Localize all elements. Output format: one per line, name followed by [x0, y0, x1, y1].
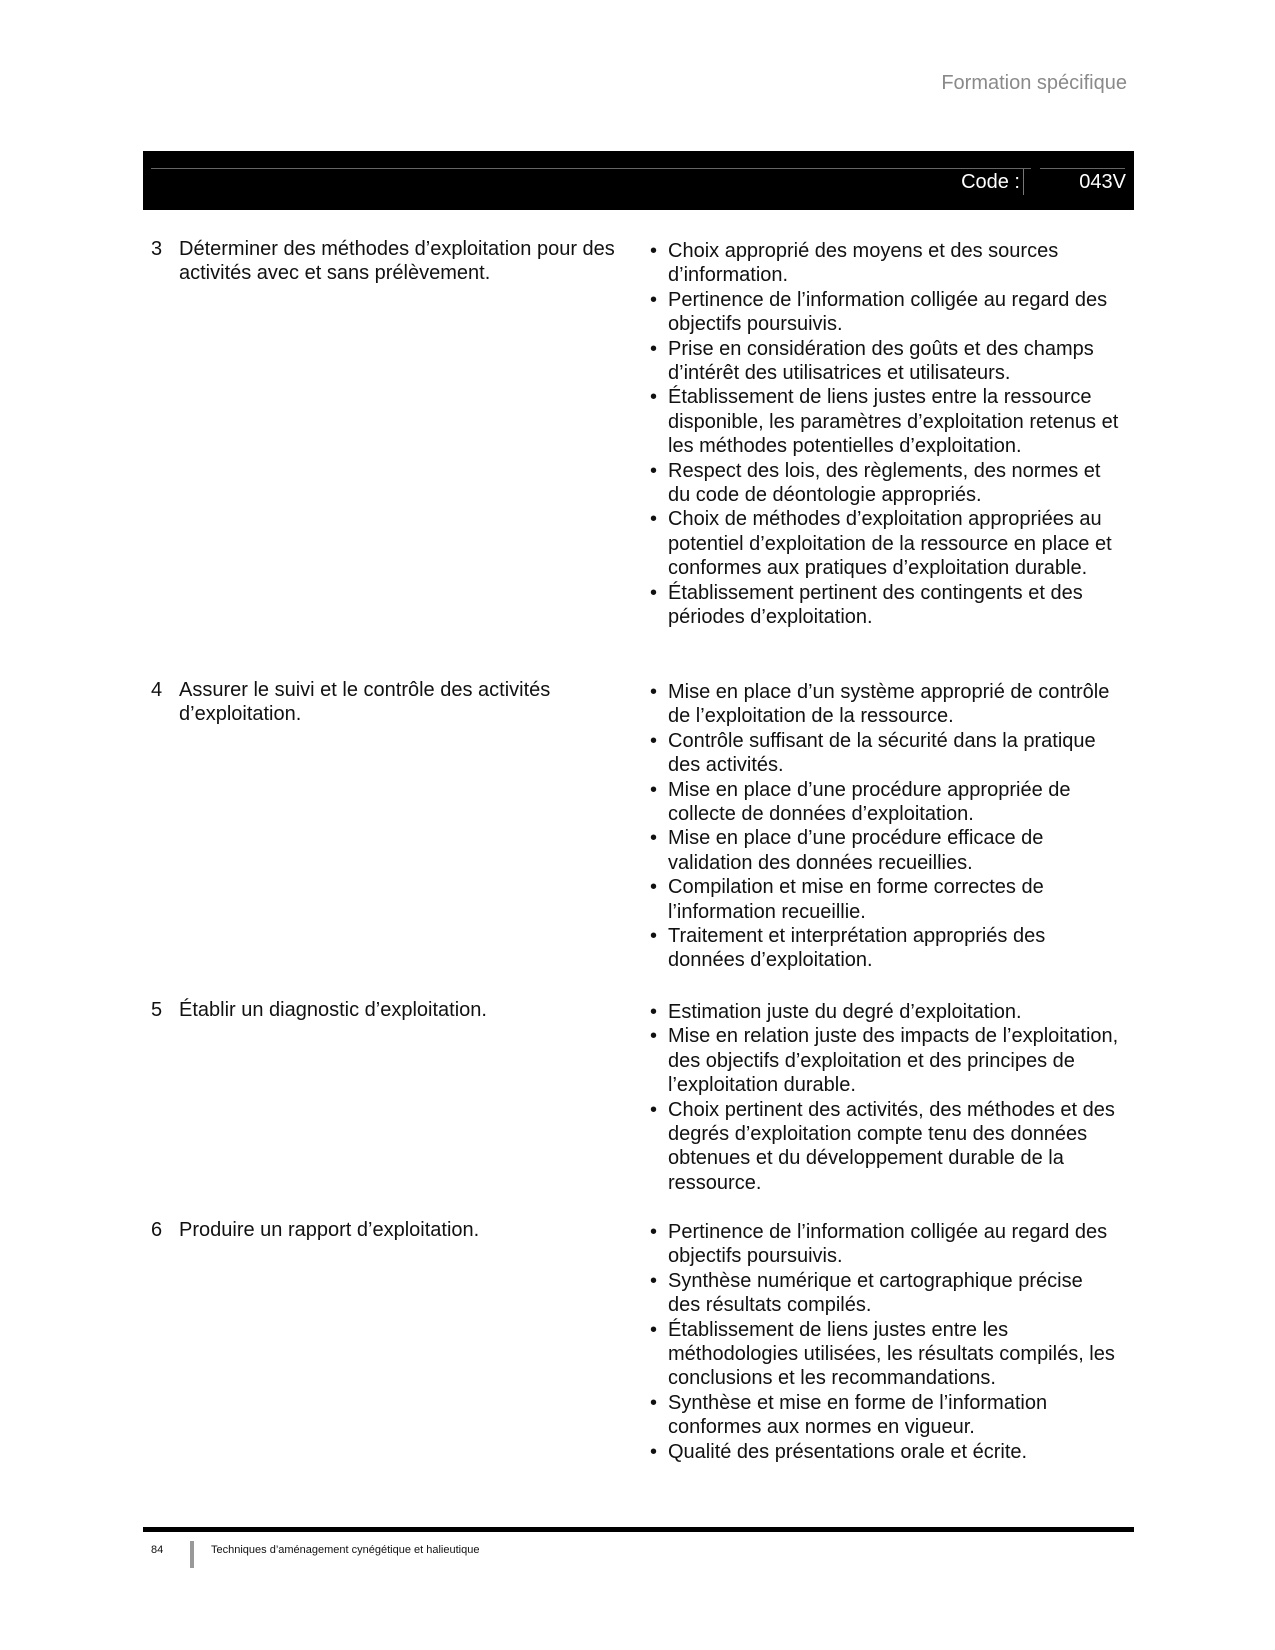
criteria-list: [650, 1220, 1120, 1464]
footer-rule: [143, 1527, 1134, 1532]
element-title: Assurer le suivi et le contrôle des activités d’exploitation.: [179, 679, 551, 726]
criterion-item: • Prise en considération des goûts et des champs d’intérêt des utilisatrices et utilisateurs.: [650, 337, 1120, 386]
criterion-item: • Contrôle suffisant de la sécurité dans la pratique des activités.: [650, 729, 1120, 778]
page-number: 84: [151, 1544, 164, 1556]
criterion-item: • Qualité des présentations orale et écrite.: [650, 1440, 1120, 1464]
criterion-item: • Respect des lois, des règlements, des normes et du code de déontologie appropriés.: [650, 459, 1120, 508]
criteria-list: [650, 1000, 1120, 1195]
code-label: Code :: [961, 169, 1024, 195]
footer-document-title: Techniques d’aménagement cynégétique et halieutique: [211, 1544, 480, 1556]
criterion-item: • Synthèse et mise en forme de l’information conformes aux normes en vigueur.: [650, 1391, 1120, 1440]
element-number: 6: [151, 1219, 163, 1241]
criterion-item: • Mise en relation juste des impacts de l’exploitation, des objectifs d’exploitation et des principes de l’exploitation durable.: [650, 1024, 1120, 1097]
criterion-item: • Établissement de liens justes entre la ressource disponible, les paramètres d’exploitation retenus et les méthodes potentielles d’exploitation.: [650, 385, 1120, 458]
criteria-list: [650, 239, 1120, 630]
element-number: 4: [151, 679, 163, 701]
criterion-item: • Établissement de liens justes entre les méthodologies utilisées, les résultats compilés, les conclusions et les recommandations.: [650, 1318, 1120, 1391]
element-title: Établir un diagnostic d’exploitation.: [179, 999, 487, 1021]
criterion-item: • Pertinence de l’information colligée au regard des objectifs poursuivis.: [650, 1220, 1120, 1269]
criterion-item: • Traitement et interprétation appropriés des données d’exploitation.: [650, 924, 1120, 973]
element-title: Déterminer des méthodes d’exploitation pour des activités avec et sans prélèvement.: [179, 238, 615, 285]
element-number: 5: [151, 999, 163, 1021]
criterion-item: • Pertinence de l’information colligée au regard des objectifs poursuivis.: [650, 288, 1120, 337]
running-header: Formation spécifique: [941, 72, 1127, 94]
footer-separator: [190, 1541, 194, 1568]
divider: [151, 168, 1031, 169]
element-title: Produire un rapport d’exploitation.: [179, 1219, 480, 1241]
criterion-item: • Mise en place d’une procédure appropriée de collecte de données d’exploitation.: [650, 778, 1120, 827]
criterion-item: • Établissement pertinent des contingents et des périodes d’exploitation.: [650, 581, 1120, 630]
criterion-item: • Mise en place d’un système approprié de contrôle de l’exploitation de la ressource.: [650, 680, 1120, 729]
criterion-item: • Compilation et mise en forme correctes de l’information recueillie.: [650, 875, 1120, 924]
criterion-item: • Estimation juste du degré d’exploitation.: [650, 1000, 1120, 1024]
criterion-item: • Mise en place d’une procédure efficace de validation des données recueillies.: [650, 826, 1120, 875]
element-number: 3: [151, 238, 163, 260]
criterion-item: • Choix approprié des moyens et des sources d’information.: [650, 239, 1120, 288]
criterion-item: • Synthèse numérique et cartographique précise des résultats compilés.: [650, 1269, 1120, 1318]
criterion-item: • Choix pertinent des activités, des méthodes et des degrés d’exploitation compte tenu des données obtenues et du développement durable de la ressource.: [650, 1098, 1120, 1196]
criteria-list: [650, 680, 1120, 973]
criterion-item: • Choix de méthodes d’exploitation appropriées au potentiel d’exploitation de la ressource en place et conformes aux pratiques d’exploitation durable.: [650, 507, 1120, 580]
code-bar: [143, 151, 1134, 210]
code-value: 043V: [1079, 171, 1126, 193]
